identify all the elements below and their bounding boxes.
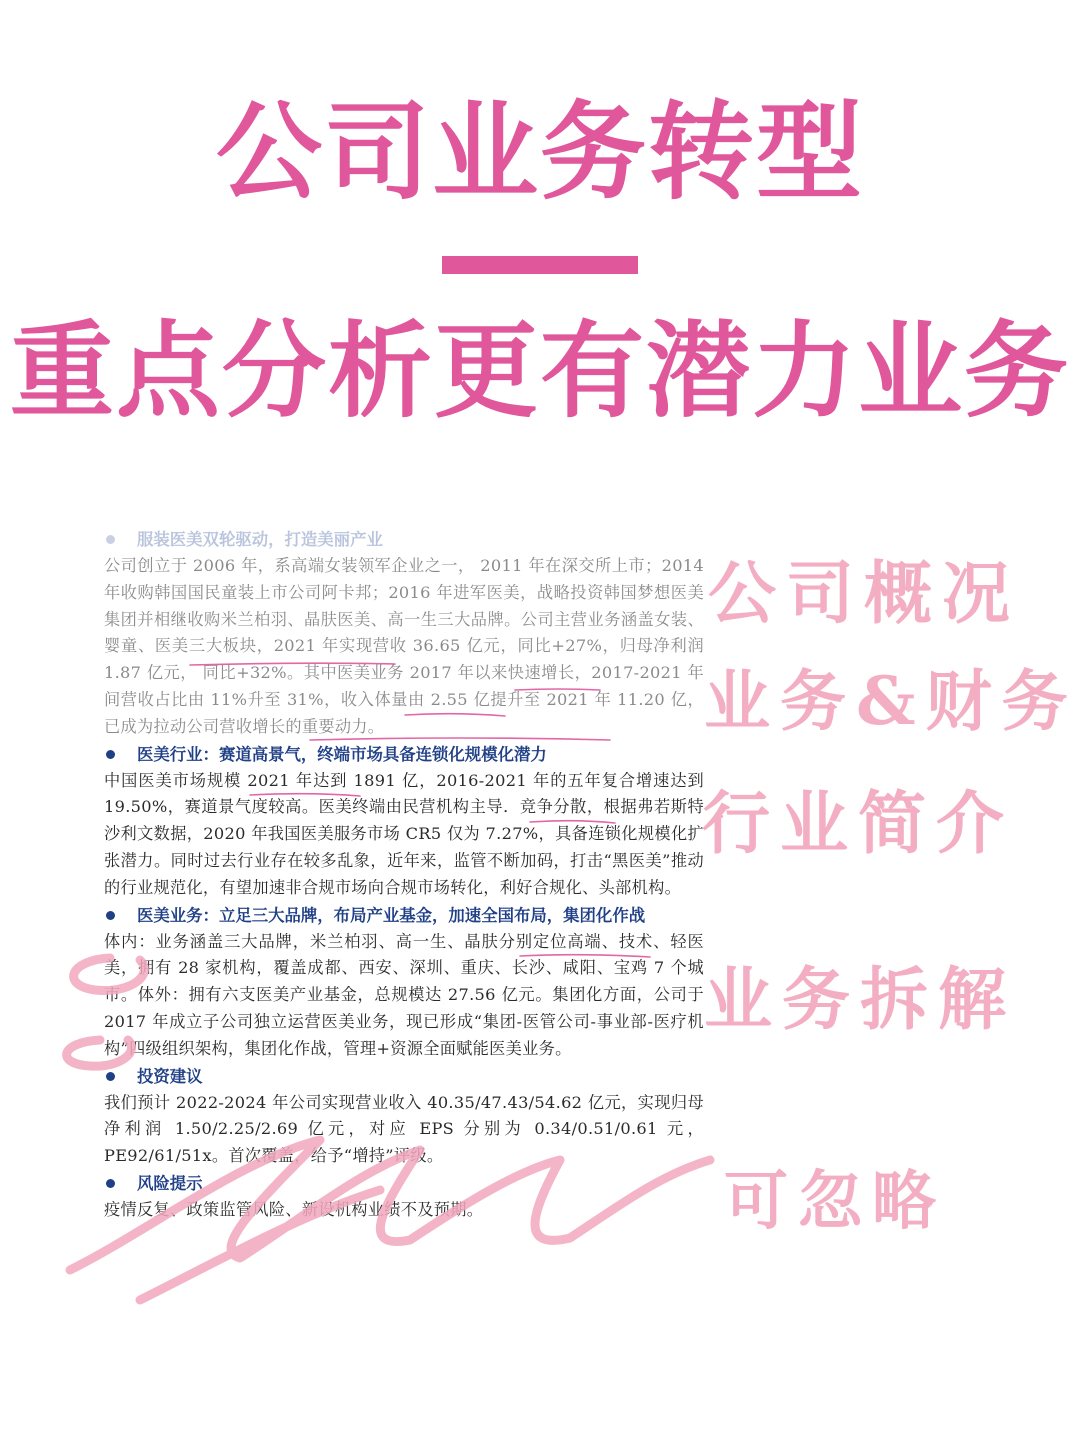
section-heading-text: 投资建议 (137, 1066, 203, 1086)
title-divider (442, 256, 638, 274)
bullet-icon (106, 535, 115, 544)
section-heading-business (104, 902, 704, 929)
bullet-icon (106, 911, 115, 920)
section-paragraph-business: 体内：业务涵盖三大品牌，米兰柏羽、高一生、晶肤分别定位高端、技术、轻医美，拥有 28 家机构，覆盖成都、西安、深圳、重庆、长沙、咸阳、宝鸡 7 个城市。体外：拥有六支医美产业基金，总规模达 27.56 亿元。集团化方面，公司于 2017 年成立子公司独立运营医美业务，现已形成“集团-医管公司-事业部-医疗机构”四级组织架构，集团化作战，管理+资源全面赋能医美业务。 (104, 931, 704, 1058)
bullet-icon (106, 750, 115, 759)
section-paragraph-overview: 公司创立于 2006 年，系高端女装领军企业之一， 2011 年在深交所上市；2014 年收购韩国国民童装上市公司阿卡邦；2016 年进军医美，战略投资韩国梦想医美集团并相继收购米兰柏羽、晶肤医美、高一生三大品牌。公司主营业务涵盖女装、婴童、医美三大板块，2021 年实现营收 36.65 亿元，同比+27%，归母净利润 1.87 亿元， 同比+32%。其中医美业务 2017 年以来快速增长，2017-2021 年间营收占比由 11%升至 31%，收入体量由 2.55 亿提升至 2021 年 11.20 亿，已成为拉动公司营收增长的重要动力。 (104, 556, 704, 736)
section-heading-text: 风险提示 (137, 1173, 203, 1193)
bullet-icon (106, 1179, 115, 1188)
section-heading-industry (104, 741, 704, 768)
title-block (0, 0, 1080, 460)
section-paragraph-risk: 疫情反复、政策监管风险、新设机构业绩不及预期。 (104, 1199, 484, 1219)
bullet-icon (106, 1072, 115, 1081)
report-excerpt (104, 526, 704, 1224)
section-heading-text: 医美行业：赛道高景气，终端市场具备连锁化规模化潜力 (137, 744, 547, 764)
section-heading-text: 医美业务：立足三大品牌，布局产业基金，加速全国布局，集团化作战 (137, 905, 646, 925)
section-paragraph-industry: 中国医美市场规模 2021 年达到 1891 亿，2016-2021 年的五年复合增速达到 19.50%，赛道景气度较高。医美终端由民营机构主导．竞争分散，根据弗若斯特沙利文数据，2020 年我国医美服务市场 CR5 仅为 7.27%，具备连锁化规模化扩张潜力。同时过去行业存在较多乱象，近年来，监管不断加码，打击“黑医美”推动的行业规范化，有望加速非合规市场向合规市场转化，利好合规化、头部机构。 (104, 770, 704, 897)
section-heading-investment (104, 1063, 704, 1090)
handwritten-note-overview: 公司概况 (708, 554, 1021, 634)
title-line-1: 公司业务转型 (216, 91, 864, 214)
handwritten-note-industry: 行业简介 (702, 784, 1015, 864)
section-heading-overview (104, 526, 704, 553)
title-line-2: 重点分析更有潜力业务 (9, 310, 1070, 432)
section-heading-text: 服装医美双轮驱动，打造美丽产业 (137, 530, 383, 549)
section-paragraph-investment: 我们预计 2022-2024 年公司实现营业收入 40.35/47.43/54.62 亿元，实现归母净利润 1.50/2.25/2.69 亿元，对应 EPS 分别为 0.34/0.51/0.61 元，PE92/61/51x。首次覆盖，给予“增持”评级。 (104, 1092, 704, 1166)
handwritten-note-business-finance: 业务&财务 (704, 662, 1078, 740)
section-heading-risk (104, 1170, 704, 1197)
handwritten-note-ignore: 可忽略 (724, 1164, 946, 1239)
handwritten-note-business-breakdown: 业务拆解 (704, 960, 1017, 1040)
